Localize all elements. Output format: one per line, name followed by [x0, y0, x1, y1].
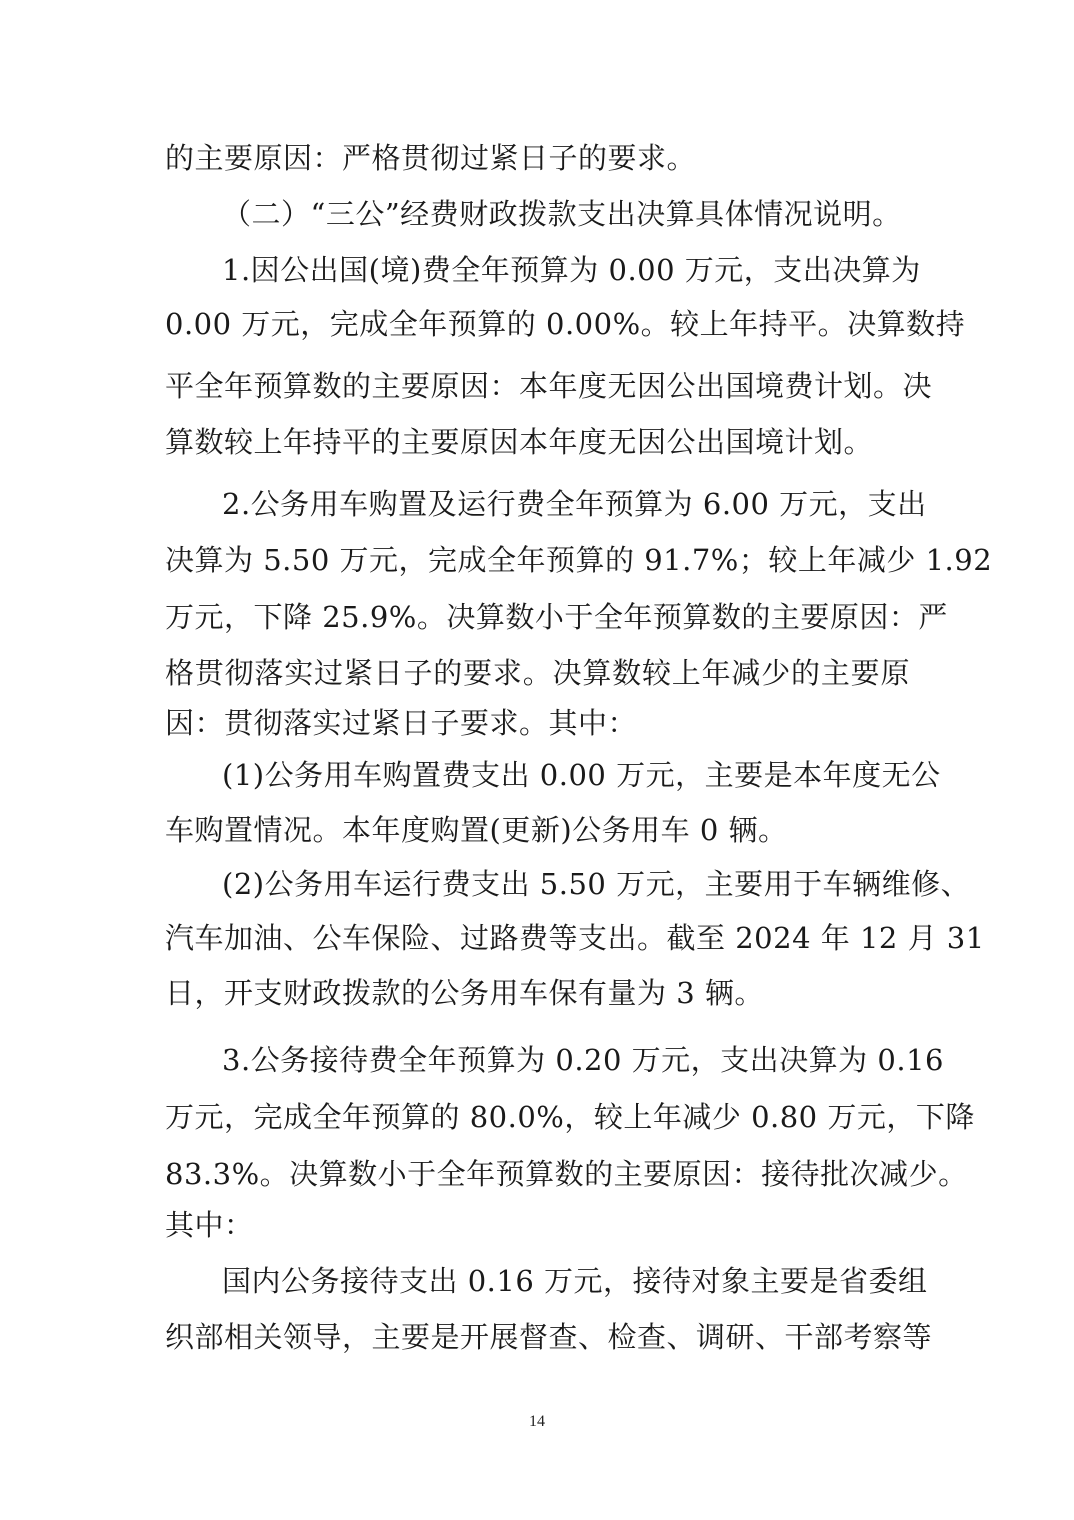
text-line: 国内公务接待支出 0.16 万元，接待对象主要是省委组	[222, 1264, 928, 1298]
text-line: 格贯彻落实过紧日子的要求。决算数较上年减少的主要原	[165, 656, 910, 690]
section-heading: （二）“三公”经费财政拨款支出决算具体情况说明。	[222, 197, 902, 231]
text-line: 万元，下降 25.9%。决算数小于全年预算数的主要原因：严	[165, 600, 948, 634]
text-line: 算数较上年持平的主要原因本年度无因公出国境计划。	[165, 425, 874, 459]
page-number: 14	[529, 1413, 545, 1430]
text-line: 2.公务用车购置及运行费全年预算为 6.00 万元，支出	[222, 487, 927, 521]
text-line: 其中：	[165, 1208, 254, 1242]
text-line: (1)公务用车购置费支出 0.00 万元，主要是本年度无公	[222, 758, 941, 792]
text-line: 因：贯彻落实过紧日子要求。其中：	[165, 706, 638, 740]
text-line: 平全年预算数的主要原因：本年度无因公出国境费计划。决	[165, 369, 933, 403]
text-line: 日，开支财政拨款的公务用车保有量为 3 辆。	[165, 976, 764, 1010]
text-line: 0.00 万元，完成全年预算的 0.00%。较上年持平。决算数持	[165, 307, 966, 341]
text-line: 万元，完成全年预算的 80.0%，较上年减少 0.80 万元，下降	[165, 1100, 975, 1134]
text-line: (2)公务用车运行费支出 5.50 万元，主要用于车辆维修、	[222, 867, 971, 901]
text-line: 织部相关领导，主要是开展督查、检查、调研、干部考察等	[165, 1320, 933, 1354]
text-line: 3.公务接待费全年预算为 0.20 万元，支出决算为 0.16	[222, 1043, 944, 1077]
text-line: 的主要原因：严格贯彻过紧日子的要求。	[165, 141, 697, 175]
text-line: 车购置情况。本年度购置(更新)公务用车 0 辆。	[165, 813, 788, 847]
text-line: 1.因公出国(境)费全年预算为 0.00 万元，支出决算为	[222, 253, 921, 287]
text-line: 汽车加油、公车保险、过路费等支出。截至 2024 年 12 月 31	[165, 921, 985, 955]
text-line: 决算为 5.50 万元，完成全年预算的 91.7%；较上年减少 1.92	[165, 543, 993, 577]
text-line: 83.3%。决算数小于全年预算数的主要原因：接待批次减少。	[165, 1157, 968, 1191]
